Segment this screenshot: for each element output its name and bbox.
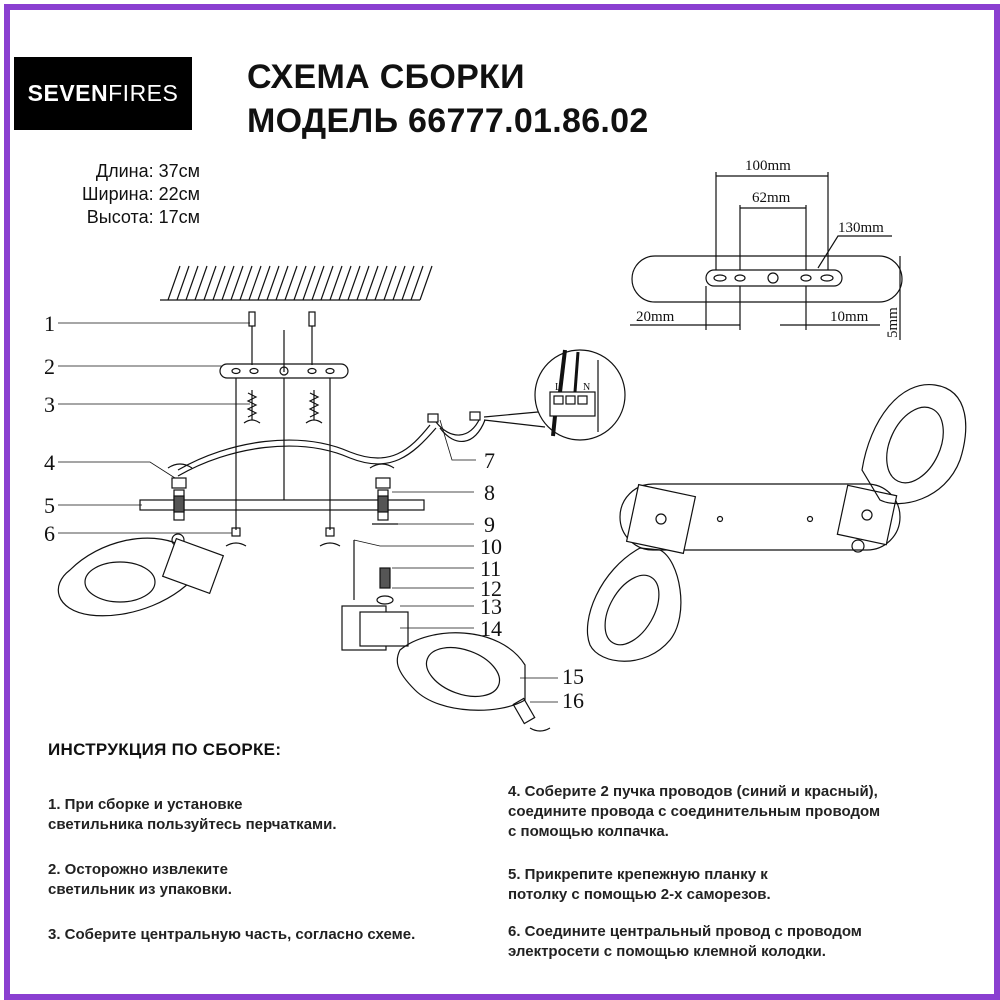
dim-20mm: 20mm <box>636 309 675 325</box>
step-2-line-2: светильник из упаковки. <box>48 881 232 898</box>
dim-100mm: 100mm <box>745 158 791 174</box>
step-6-line-2: электросети с помощью клемной колодки. <box>508 943 826 960</box>
part-label-12: 12 <box>480 576 502 601</box>
step-4-line-3: с помощью колпачка. <box>508 823 669 840</box>
dim-130mm: 130mm <box>838 220 884 236</box>
dimension-length: Длина: 37см <box>95 161 200 181</box>
instructions-heading: ИНСТРУКЦИЯ ПО СБОРКЕ: <box>48 740 282 759</box>
instruction-step-3 <box>48 925 415 945</box>
title-line-1: СХЕМА СБОРКИ <box>247 58 525 96</box>
step-1-line-2: светильника пользуйтесь перчатками. <box>48 816 337 833</box>
leader-lines <box>58 323 558 702</box>
dim-10mm: 10mm <box>830 309 869 325</box>
part-label-1: 1 <box>44 311 55 336</box>
part-label-11: 11 <box>480 556 502 581</box>
part-label-14: 14 <box>480 616 502 641</box>
instruction-step-5 <box>508 865 771 905</box>
assembled-top-view <box>587 385 965 662</box>
left-arm <box>58 464 223 616</box>
instruction-step-2 <box>48 860 232 900</box>
step-1-line-1: 1. При сборке и установке <box>48 796 243 813</box>
instruction-step-1 <box>48 795 337 835</box>
step-2-line-1: 2. Осторожно извлеките <box>48 861 228 878</box>
dimension-height: Высота: 17см <box>86 207 200 227</box>
part-label-2: 2 <box>44 354 55 379</box>
step-5-line-2: потолку с помощью 2-х саморезов. <box>508 886 771 903</box>
part-label-9: 9 <box>484 512 495 537</box>
title-line-2: МОДЕЛЬ 66777.01.86.02 <box>247 102 649 140</box>
brand-part-bold: SEVEN <box>27 80 109 106</box>
part-label-13: 13 <box>480 594 502 619</box>
instruction-step-6 <box>508 922 862 962</box>
part-number-labels <box>44 311 584 713</box>
instruction-step-4 <box>508 782 880 842</box>
dim-62mm: 62mm <box>752 190 791 206</box>
part-label-15: 15 <box>562 664 584 689</box>
terminal-label-l: L <box>555 382 562 393</box>
part-label-6: 6 <box>44 521 55 546</box>
part-label-7: 7 <box>484 448 495 473</box>
step-3-line-1: 3. Соберите центральную часть, согласно схеме. <box>48 926 416 943</box>
step-6-line-1: 6. Соедините центральный провод с проводом <box>508 923 862 940</box>
dimension-width: Ширина: 22см <box>82 184 200 204</box>
part-label-5: 5 <box>44 493 55 518</box>
step-4-line-2: соедините провода с соединительным проводом <box>508 803 881 820</box>
part-label-8: 8 <box>484 480 495 505</box>
bar-screws <box>244 390 322 423</box>
step-5-line-1: 5. Прикрепите крепежную планку к <box>508 866 768 883</box>
ceiling-hatch <box>160 266 432 300</box>
right-arm <box>342 464 550 731</box>
brand-part-light: FIRES <box>108 80 179 106</box>
terminal-block-callout <box>484 350 625 440</box>
part-label-3: 3 <box>44 392 55 417</box>
wire-curve <box>178 425 430 470</box>
step-4-line-1: 4. Соберите 2 пучка проводов (синий и красный), <box>508 783 878 800</box>
part-label-10: 10 <box>480 534 502 559</box>
part-label-16: 16 <box>562 688 584 713</box>
dim-5mm: 5mm <box>885 307 901 338</box>
terminal-label-n: N <box>583 382 591 393</box>
ceiling-screws <box>249 312 315 372</box>
part-label-4: 4 <box>44 450 55 475</box>
